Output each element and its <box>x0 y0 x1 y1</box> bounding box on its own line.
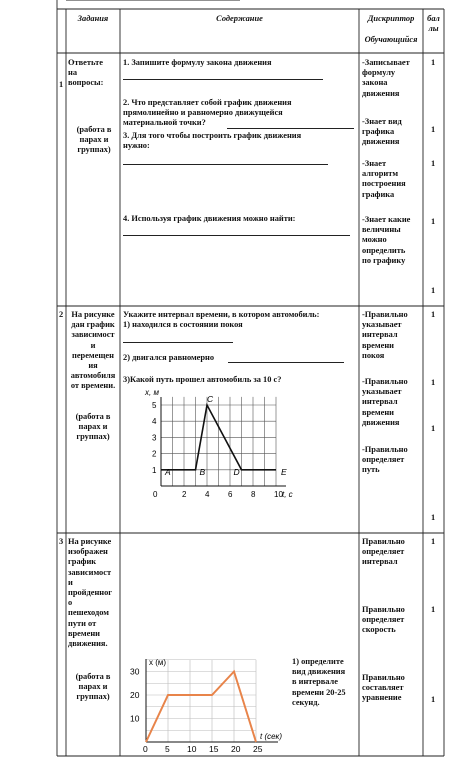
row1-points-2: 1 <box>431 125 436 134</box>
x-tick-label: 6 <box>228 490 233 499</box>
row1-descriptor-3: -Знает алгоритм построения графика <box>362 159 406 199</box>
answer-line <box>123 164 328 165</box>
row1-work-mode: (работа в парах и группах) <box>76 125 112 155</box>
x-axis-label: t (сек) <box>260 732 282 741</box>
row2-descriptor-3: -Правильно определяет путь <box>362 445 408 475</box>
row3-task: На рисунке изображен график зависимост и пройденног о пешеходом пути от времени движения. <box>68 537 113 649</box>
x-tick-label: 25 <box>253 744 263 754</box>
point-label: D <box>233 466 240 477</box>
y-tick-label: 3 <box>152 433 157 443</box>
row2-question-3: 3)Какой путь прошел автомобиль за 10 с? <box>123 375 282 384</box>
row1-task: Ответьте на вопросы: <box>68 58 104 88</box>
header-content: Содержание <box>216 14 263 23</box>
row2-task: На рисунке дан график зависимост и перемещен ия автомобиля от времени. <box>70 310 116 391</box>
row1-points-1: 1 <box>431 58 436 67</box>
distance-time-chart <box>124 655 294 755</box>
row1-descriptor-2: -Знает вид графика движения <box>362 117 402 147</box>
y-axis-label: x, м <box>145 388 159 397</box>
point-label: B <box>199 466 206 477</box>
row2-descriptor-1: -Правильно указывает интервал времени покоя <box>362 310 408 360</box>
row2-points-4: 1 <box>431 513 436 522</box>
row1-points-4: 1 <box>431 217 436 226</box>
row3-points-2: 1 <box>431 605 436 614</box>
answer-line <box>227 128 354 129</box>
x-tick-label: 0 <box>143 744 148 754</box>
y-tick-label: 4 <box>152 417 157 427</box>
answer-line <box>228 362 344 363</box>
point-label: C <box>207 394 214 404</box>
y-tick-label: 1 <box>152 465 157 475</box>
row1-points-3: 1 <box>431 159 436 168</box>
y-axis-label: x (м) <box>149 658 167 667</box>
row1-points-5: 1 <box>431 286 436 295</box>
x-tick-label: 20 <box>231 744 241 754</box>
row1-question-2: 2. Что представляет собой график движения прямолинейно и равномерно движущейся материальной точки? <box>123 98 292 128</box>
row2-points-3: 1 <box>431 424 436 433</box>
row2-question-intro: Укажите интервал времени, в котором автомобиль: <box>123 310 320 319</box>
row3-points-3: 1 <box>431 695 436 704</box>
y-tick-label: 20 <box>130 690 140 700</box>
y-tick-label: 5 <box>152 401 157 410</box>
row1-question-3: 3. Для того чтобы построить график движения нужно: <box>123 131 302 151</box>
x-tick-label: 8 <box>251 490 256 499</box>
row2-points-1: 1 <box>431 310 436 319</box>
x-axis-label: t, c <box>282 490 293 499</box>
answer-line <box>123 79 323 80</box>
row3-points-1: 1 <box>431 537 436 546</box>
header-learner: Обучающийся <box>364 35 418 44</box>
header-points-2: лы <box>428 24 439 33</box>
row3-number: 3 <box>59 537 64 546</box>
row2-number: 2 <box>59 310 64 319</box>
row1-question-4: 4. Используя график движения можно найти: <box>123 214 296 223</box>
x-tick-label: 15 <box>209 744 219 754</box>
row3-descriptor-3: Правильно составляет уравнение <box>362 673 405 703</box>
row2-points-2: 1 <box>431 378 436 387</box>
row3-work-mode: (работа в парах и группах) <box>75 672 111 702</box>
row2-question-1: 1) находился в состоянии покоя <box>123 320 243 329</box>
point-label: A <box>165 466 171 477</box>
y-tick-label: 10 <box>130 713 140 724</box>
x-tick-label: 5 <box>165 744 170 754</box>
answer-line <box>123 342 233 343</box>
answer-line <box>123 235 350 236</box>
displacement-time-chart <box>136 386 293 516</box>
row3-descriptor-2: Правильно определяет скорость <box>362 605 405 635</box>
header-descriptor: Дискриптор <box>367 14 415 23</box>
x-tick-label: 10 <box>274 490 283 499</box>
header-points: бал <box>427 14 440 23</box>
row1-descriptor-4: -Знает какие величины можно определить по графику <box>362 215 411 265</box>
x-tick-label: 4 <box>205 490 210 499</box>
row1-number: 1 <box>59 80 64 89</box>
point-label: E <box>281 466 287 477</box>
row2-work-mode: (работа в парах и группах) <box>75 412 111 442</box>
row3-descriptor-1: Правильно определяет интервал <box>362 537 405 567</box>
row1-descriptor-1: -Записывает формулу закона движения <box>362 58 410 98</box>
x-tick-label: 2 <box>182 490 187 499</box>
row1-question-1: 1. Запишите формулу закона движения <box>123 58 272 67</box>
x-tick-label: 0 <box>153 490 158 499</box>
row2-descriptor-2: -Правильно указывает интервал времени движения <box>362 377 408 427</box>
x-tick-label: 10 <box>187 744 197 754</box>
header-tasks: Задания <box>77 14 109 23</box>
y-tick-label: 2 <box>152 449 157 459</box>
y-tick-label: 30 <box>130 666 140 677</box>
row3-question-1: 1) определите вид движения в интервале времени 20-25 секунд. <box>292 657 346 707</box>
row2-question-2: 2) двигался равномерно <box>123 353 215 362</box>
